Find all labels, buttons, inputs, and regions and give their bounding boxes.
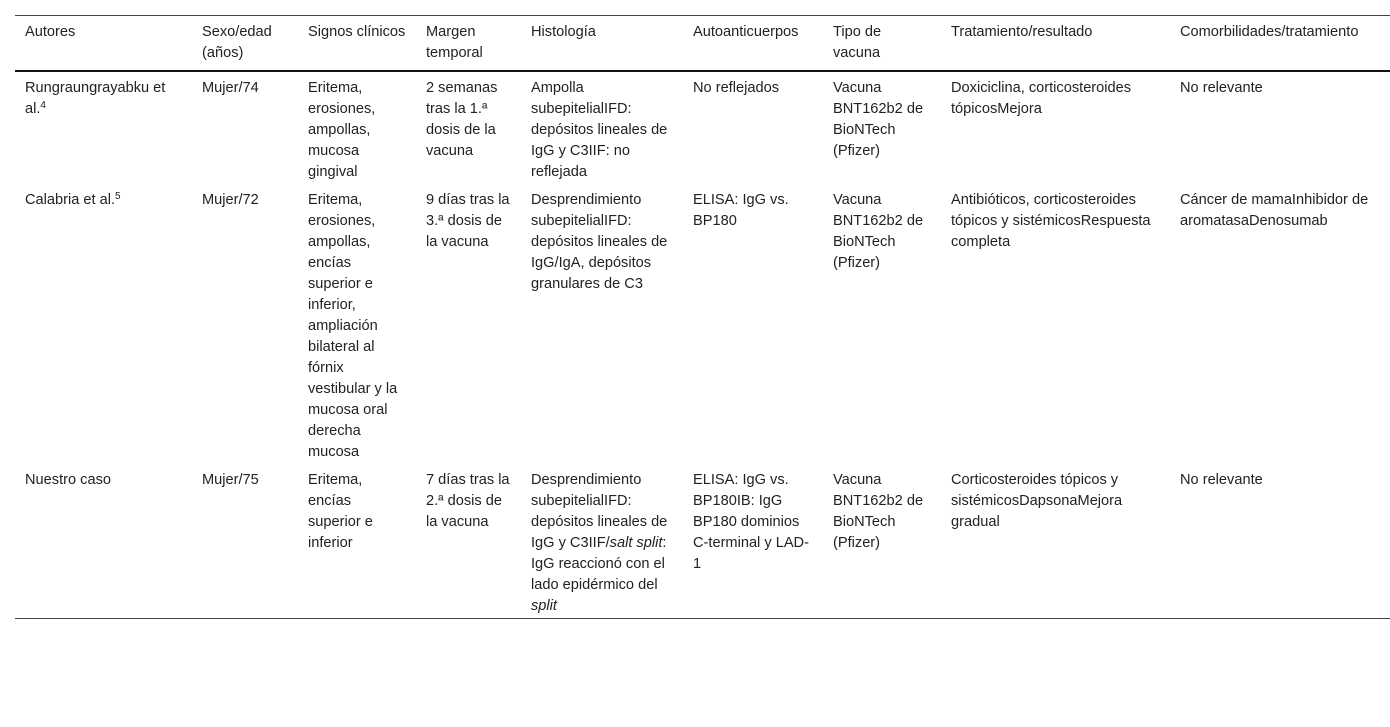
cell-vaccine-type: Vacuna BNT162b2 de BioNTech (Pfizer) [833, 472, 924, 551]
histology-italic-term: salt split [609, 535, 663, 551]
cell-sex-age: Mujer/74 [202, 80, 259, 96]
header-treatment-result: Tratamiento/resultado [951, 24, 1093, 40]
cell-vaccine-type: Vacuna BNT162b2 de BioNTech (Pfizer) [833, 192, 924, 271]
cell-autoantibodies: ELISA: IgG vs. BP180 [693, 192, 789, 229]
case-comparison-table [15, 15, 1390, 619]
cell-clinical-signs: Eritema, erosiones, ampollas, encías superior e inferior, ampliación bilateral al fórnix vestibular y la mucosa oral derecha mucosa [308, 192, 398, 460]
cell-authors [15, 184, 192, 464]
header-vaccine-type: Tipo de vacuna [833, 24, 882, 61]
cell-comorbidities: No relevante [1180, 472, 1263, 488]
histology-text: Desprendimiento subepitelialIFD: depósitos lineales de IgG y C3IIF/ [531, 472, 668, 551]
header-time-margin: Margen temporal [426, 24, 483, 61]
table-body [15, 71, 1390, 619]
cell-time-margin: 2 semanas tras la 1.ª dosis de la vacuna [426, 80, 498, 159]
table-header [15, 16, 1390, 72]
header-clinical-signs: Signos clínicos [308, 24, 406, 40]
header-comorbidities: Comorbilidades/tratamiento [1180, 24, 1359, 40]
cell-time-margin: 7 días tras la 2.ª dosis de la vacuna [426, 472, 510, 530]
cell-treatment-result: Corticosteroides tópicos y sistémicosDapsonaMejora gradual [951, 472, 1123, 530]
cell-clinical-signs: Eritema, erosiones, ampollas, mucosa gingival [308, 80, 376, 180]
cell-time-margin: 9 días tras la 3.ª dosis de la vacuna [426, 192, 510, 250]
cell-autoantibodies: No reflejados [693, 80, 779, 96]
header-sex-age: Sexo/edad (años) [202, 24, 272, 61]
cell-comorbidities: No relevante [1180, 80, 1263, 96]
header-autoantibodies: Autoanticuerpos [693, 24, 799, 40]
cell-sex-age: Mujer/75 [202, 472, 259, 488]
cell-treatment-result: Doxiciclina, corticosteroides tópicosMejora [951, 80, 1132, 117]
histology-italic-term: split [531, 598, 557, 614]
header-row [15, 16, 1390, 72]
table-row [15, 184, 1390, 464]
cell-authors [15, 71, 192, 184]
header-histology: Histología [531, 24, 596, 40]
cell-sex-age: Mujer/72 [202, 192, 259, 208]
table-row [15, 464, 1390, 619]
cell-histology [521, 464, 683, 619]
cell-treatment-result: Antibióticos, corticosteroides tópicos y sistémicosRespuesta completa [951, 192, 1151, 250]
cell-autoantibodies: ELISA: IgG vs. BP180IB: IgG BP180 dominios C-terminal y LAD-1 [693, 472, 809, 572]
cell-histology: Ampolla subepitelialIFD: depósitos lineales de IgG y C3IIF: no reflejada [531, 80, 668, 180]
reference-superscript[interactable]: 4 [40, 100, 46, 111]
cell-comorbidities: Cáncer de mamaInhibidor de aromatasaDenosumab [1180, 192, 1369, 229]
cell-authors: Nuestro caso [25, 472, 111, 488]
author-name: Calabria et al. [25, 192, 116, 208]
cell-clinical-signs: Eritema, encías superior e inferior [308, 472, 373, 551]
histology-text: : IgG reaccionó con el lado epidérmico del [531, 535, 667, 593]
author-name: Rungraungrayabku et al. [25, 80, 166, 117]
table-row [15, 71, 1390, 184]
cell-histology: Desprendimiento subepitelialIFD: depósitos lineales de IgG/IgA, depósitos granulares de C3 [531, 192, 668, 292]
cell-vaccine-type: Vacuna BNT162b2 de BioNTech (Pfizer) [833, 80, 924, 159]
header-authors: Autores [25, 24, 76, 40]
reference-superscript[interactable]: 5 [115, 191, 121, 202]
